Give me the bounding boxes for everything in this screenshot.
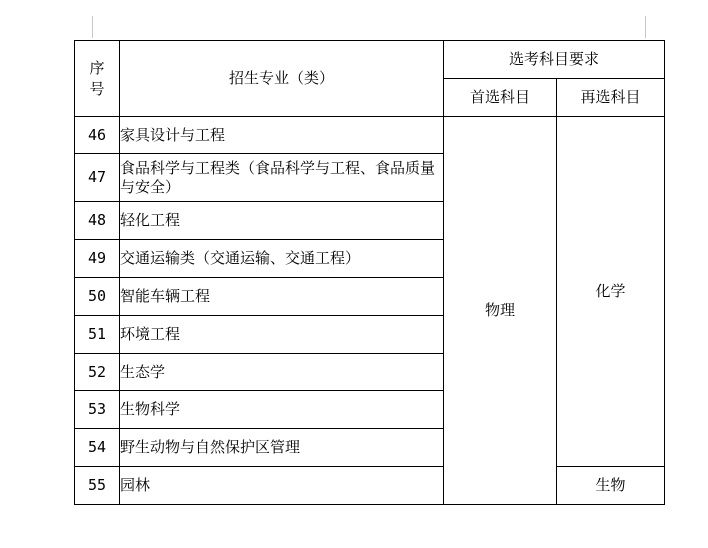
row-major: 食品科学与工程类（食品科学与工程、食品质量与安全） [120,154,444,202]
row-number: 52 [75,354,120,391]
row-number: 53 [75,391,120,429]
row-major: 生物科学 [120,391,444,429]
header-first-subject: 首选科目 [444,79,557,117]
first-choice-subject: 物理 [444,117,557,505]
row-major: 野生动物与自然保护区管理 [120,429,444,467]
table-row [75,467,665,505]
page-margin-mark-right [645,16,646,38]
row-number: 51 [75,316,120,354]
row-major: 智能车辆工程 [120,278,444,316]
header-row-1 [75,41,665,79]
row-number: 49 [75,240,120,278]
row-major: 交通运输类（交通运输、交通工程） [120,240,444,278]
row-number: 55 [75,467,120,505]
subject-requirements-table [74,40,665,505]
row-major: 生态学 [120,354,444,391]
row-major: 家具设计与工程 [120,117,444,154]
header-requirement: 选考科目要求 [444,41,665,79]
second-choice-subject-b: 生物 [557,467,665,505]
header-major: 招生专业（类） [120,41,444,117]
row-major: 园林 [120,467,444,505]
header-seq [75,41,120,117]
page-margin-mark-left [92,16,93,38]
row-major: 环境工程 [120,316,444,354]
row-number: 47 [75,154,120,202]
table-row [75,117,665,154]
row-number: 46 [75,117,120,154]
header-seq-label: 序号 [89,58,105,98]
row-number: 54 [75,429,120,467]
header-second-subject: 再选科目 [557,79,665,117]
row-major: 轻化工程 [120,202,444,240]
row-number: 48 [75,202,120,240]
row-number: 50 [75,278,120,316]
second-choice-subject-a: 化学 [557,117,665,467]
